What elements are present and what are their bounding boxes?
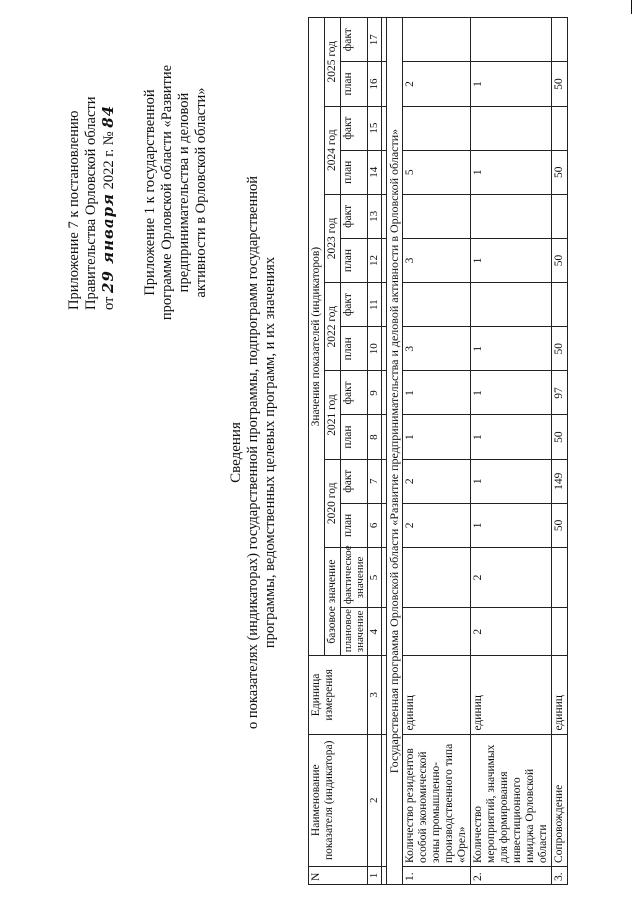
base-header: базовое значение [325,547,341,655]
year-2021-header: 2021 год [325,371,341,459]
col-number: 6 [368,503,382,547]
document-title [228,30,279,875]
title-line1: о показателях (индикаторах) государственной программы, подпрограмм государственной [245,175,261,730]
base-planned: 2 [471,608,552,656]
plan-2022-header: план [341,327,368,371]
plan-2020: 50 [552,503,568,547]
column-number-row [368,18,382,885]
fact-2021: 1 [403,371,471,415]
header-row-1 [309,18,325,885]
program-title-row [387,18,403,885]
col-number: 16 [368,62,382,106]
fact-2025 [471,18,552,62]
col-number: 17 [368,18,382,62]
fact-2020-header: факт [341,459,368,503]
fact-2021: 1 [471,371,552,415]
base-actual [552,547,568,607]
base-actual-header: фактическое значение [341,547,368,607]
plan-2023: 3 [403,238,471,282]
unit: единиц [403,656,471,734]
plan-2024-header: план [341,150,368,194]
title-line2: программы, ведомственных целевых программ, и их значениях [262,256,278,649]
indicator-name: Сопровождение [552,734,568,866]
plan-2021: 50 [552,415,568,459]
col-number: 4 [368,608,382,656]
plan-2022: 50 [552,327,568,371]
col-number: 12 [368,238,382,282]
year-2020-header: 2020 год [325,459,341,547]
table-row [552,18,568,885]
base-actual [403,547,471,607]
base-planned [403,608,471,656]
fact-2023 [471,194,552,238]
row-number: 3. [552,866,568,884]
appendix1-line3: предпринимательства и деловой [176,92,192,293]
appendix7-date-line [100,40,118,310]
plan-2022: 1 [471,327,552,371]
row-number: 2. [471,866,552,884]
indicator-name: Количество резидентов особой экономической зоны промышленно-производственного типа «Орел» [403,734,471,866]
plan-2024: 1 [471,150,552,194]
col-number: 9 [368,371,382,415]
col-number: 7 [368,459,382,503]
appendix1-block [142,20,210,365]
base-planned [552,608,568,656]
program-title: Государственная программа Орловской области «Развитие предпринимательства и деловой активности в Орловской области» [387,18,403,885]
fact-2022-header: факт [341,283,368,327]
fact-2022 [552,283,568,327]
values-header: Значения показателей (индикаторов) [309,18,325,656]
row-number: 1. [403,866,471,884]
col-number: 11 [368,283,382,327]
col-name-header: Наименование показателя (индикатора) [309,734,368,866]
col-num-header: N [309,866,368,884]
fact-2024 [403,106,471,150]
plan-2023-header: план [341,238,368,282]
fact-2024 [552,106,568,150]
handwritten-number: 84 [99,104,117,128]
indicators-table-wrap [308,17,568,885]
title-heading: Сведения [228,422,244,483]
fact-2025-header: факт [341,18,368,62]
appendix7-block [66,40,118,310]
fact-2021: 97 [552,371,568,415]
appendix7-line2: Правительства Орловской области [83,96,99,310]
year-2025-header: 2025 год [325,18,341,107]
col-number: 13 [368,194,382,238]
handwritten-date: 29 января [99,193,117,293]
plan-2024: 5 [403,150,471,194]
col-unit-header: Единица измерения [309,656,368,734]
fact-2020: 1 [471,459,552,503]
col-number: 5 [368,547,382,607]
col-number: 14 [368,150,382,194]
fact-2023 [403,194,471,238]
plan-2024: 50 [552,150,568,194]
table-row [403,18,471,885]
fact-2024-header: факт [341,106,368,150]
fact-2023-header: факт [341,194,368,238]
base-planned-header: плановое значение [341,608,368,656]
col-number: 1 [368,866,382,884]
col-number: 2 [368,734,382,866]
plan-2022: 3 [403,327,471,371]
table-row [471,18,552,885]
unit: единиц [471,656,552,734]
plan-2020: 1 [471,503,552,547]
year-text: 2022 г. № [101,131,117,190]
fact-2025 [403,18,471,62]
fact-2023 [552,194,568,238]
fact-2024 [471,106,552,150]
plan-2021: 1 [403,415,471,459]
indicators-table [308,17,568,885]
indicator-name: Количество мероприятий, значимых для формирования инвестиционного имиджа Орловской области [471,734,552,866]
unit: единиц [552,656,568,734]
plan-2021-header: план [341,415,368,459]
date-prefix: от [101,296,117,310]
plan-2020-header: план [341,503,368,547]
plan-2025-header: план [341,62,368,106]
year-2024-header: 2024 год [325,106,341,194]
fact-2021-header: факт [341,371,368,415]
appendix1-line4: активности в Орловской области» [193,87,209,298]
plan-2021: 1 [471,415,552,459]
col-number: 3 [368,656,382,734]
appendix1-line1: Приложение 1 к государственной [142,89,158,296]
base-actual: 2 [471,547,552,607]
plan-2023: 50 [552,238,568,282]
fact-2022 [471,283,552,327]
fact-2020: 149 [552,459,568,503]
plan-2025: 50 [552,62,568,106]
col-number: 15 [368,106,382,150]
col-number: 8 [368,415,382,459]
plan-2023: 1 [471,238,552,282]
year-2023-header: 2023 год [325,194,341,282]
plan-2020: 2 [403,503,471,547]
plan-2025: 2 [403,62,471,106]
fact-2020: 2 [403,459,471,503]
plan-2025: 1 [471,62,552,106]
appendix7-line1: Приложение 7 к постановлению [66,110,82,310]
fact-2025 [552,18,568,62]
fact-2022 [403,283,471,327]
year-2022-header: 2022 год [325,283,341,371]
col-number: 10 [368,327,382,371]
appendix1-line2: программе Орловской области «Развитие [159,64,175,321]
